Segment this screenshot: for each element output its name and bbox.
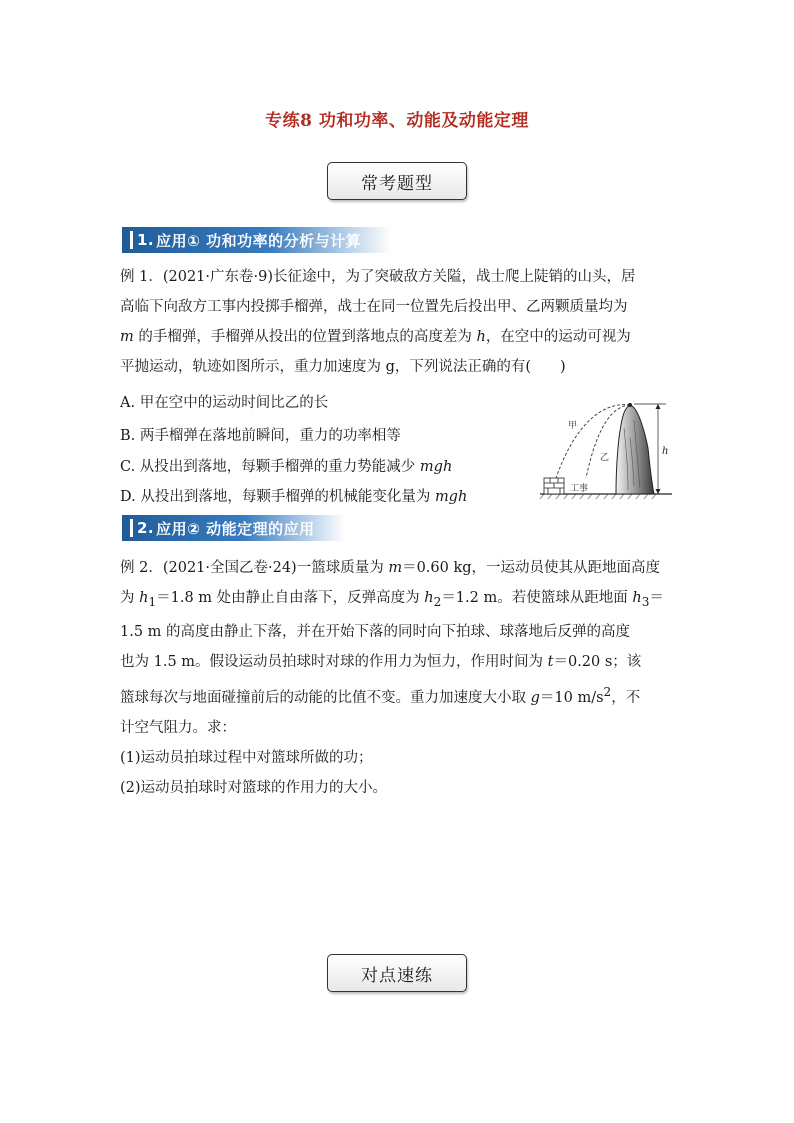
- option-a: A. 甲在空中的运动时间比乙的长: [120, 395, 329, 411]
- question-2: (2)运动员拍球时对篮球的作用力的大小。: [120, 779, 388, 796]
- label-yi: 乙: [600, 453, 610, 463]
- section-banner-2: [122, 515, 345, 541]
- banner-text: 应用② 动能定理的应用: [156, 519, 315, 538]
- ground-hatch: [540, 494, 656, 499]
- trajectory-figure: [538, 398, 674, 502]
- banner-number: 1.: [130, 231, 154, 249]
- label-jia: 甲: [568, 421, 578, 431]
- text-line: 计空气阻力。求：: [120, 719, 236, 736]
- text-line: 也为 1.5 m。假设运动员拍球时对球的作用力为恒力，作用时间为 t＝0.20 s；该: [120, 653, 642, 670]
- section-banner-1: [122, 227, 391, 253]
- text-line: 例 1．(2021·广东卷·9)长征途中，为了突破敌方关隘，战士爬上陡销的山头，居: [120, 269, 636, 285]
- text-line: 例 2．(2021·全国乙卷·24)一篮球质量为 m＝0.60 kg，一运动员使其从距地面高度: [120, 560, 661, 576]
- option-d: D. 从投出到落地，每颗手榴弹的机械能变化量为 mgh: [120, 489, 468, 505]
- label-h: h: [662, 446, 669, 457]
- text-line: m 的手榴弹，手榴弹从投出的位置到落地点的高度差为 h，在空中的运动可视为: [120, 329, 631, 345]
- banner-number: 2.: [130, 519, 154, 537]
- text-line: 为 $h_1=1.8$ m 处由静止自由落下，反弹高度为 $h_2=1.2$ m。若使篮球从距地面 $h_3=$: [120, 590, 664, 609]
- text-line: 平抛运动，轨迹如图所示，重力加速度为 g，下列说法正确的有( ): [120, 359, 566, 375]
- example-2: [120, 553, 680, 803]
- section-common-label: 常考题型: [327, 162, 467, 200]
- soldier-point: [628, 403, 632, 407]
- label-gongshi: 工事: [570, 484, 589, 494]
- text-line: 篮球每次与地面碰撞前后的动能的比值不变。重力加速度大小取 g＝10 $m/s^2$，不: [120, 684, 641, 706]
- section-practice-label: 对点速练: [327, 954, 467, 992]
- text-line: 1.5 m 的高度由静止下落，并在开始下落的同时向下拍球、球落地后反弹的高度: [120, 623, 631, 640]
- option-c: C. 从投出到落地，每颗手榴弹的重力势能减少 mgh: [120, 459, 453, 475]
- banner-text: 应用① 功和功率的分析与计算: [156, 231, 362, 250]
- question-1: (1)运动员拍球过程中对篮球所做的功；: [120, 749, 373, 766]
- page-title: 专练8 功和功率、动能及动能定理: [265, 111, 529, 131]
- bunker: [544, 478, 564, 494]
- option-b: B. 两手榴弹在落地前瞬间，重力的功率相等: [120, 428, 401, 444]
- example-1: [120, 262, 680, 382]
- text-line: 高临下向敌方工事内投掷手榴弹，战士在同一位置先后投出甲、乙两颗质量均为: [120, 299, 628, 315]
- mountain: [616, 406, 654, 494]
